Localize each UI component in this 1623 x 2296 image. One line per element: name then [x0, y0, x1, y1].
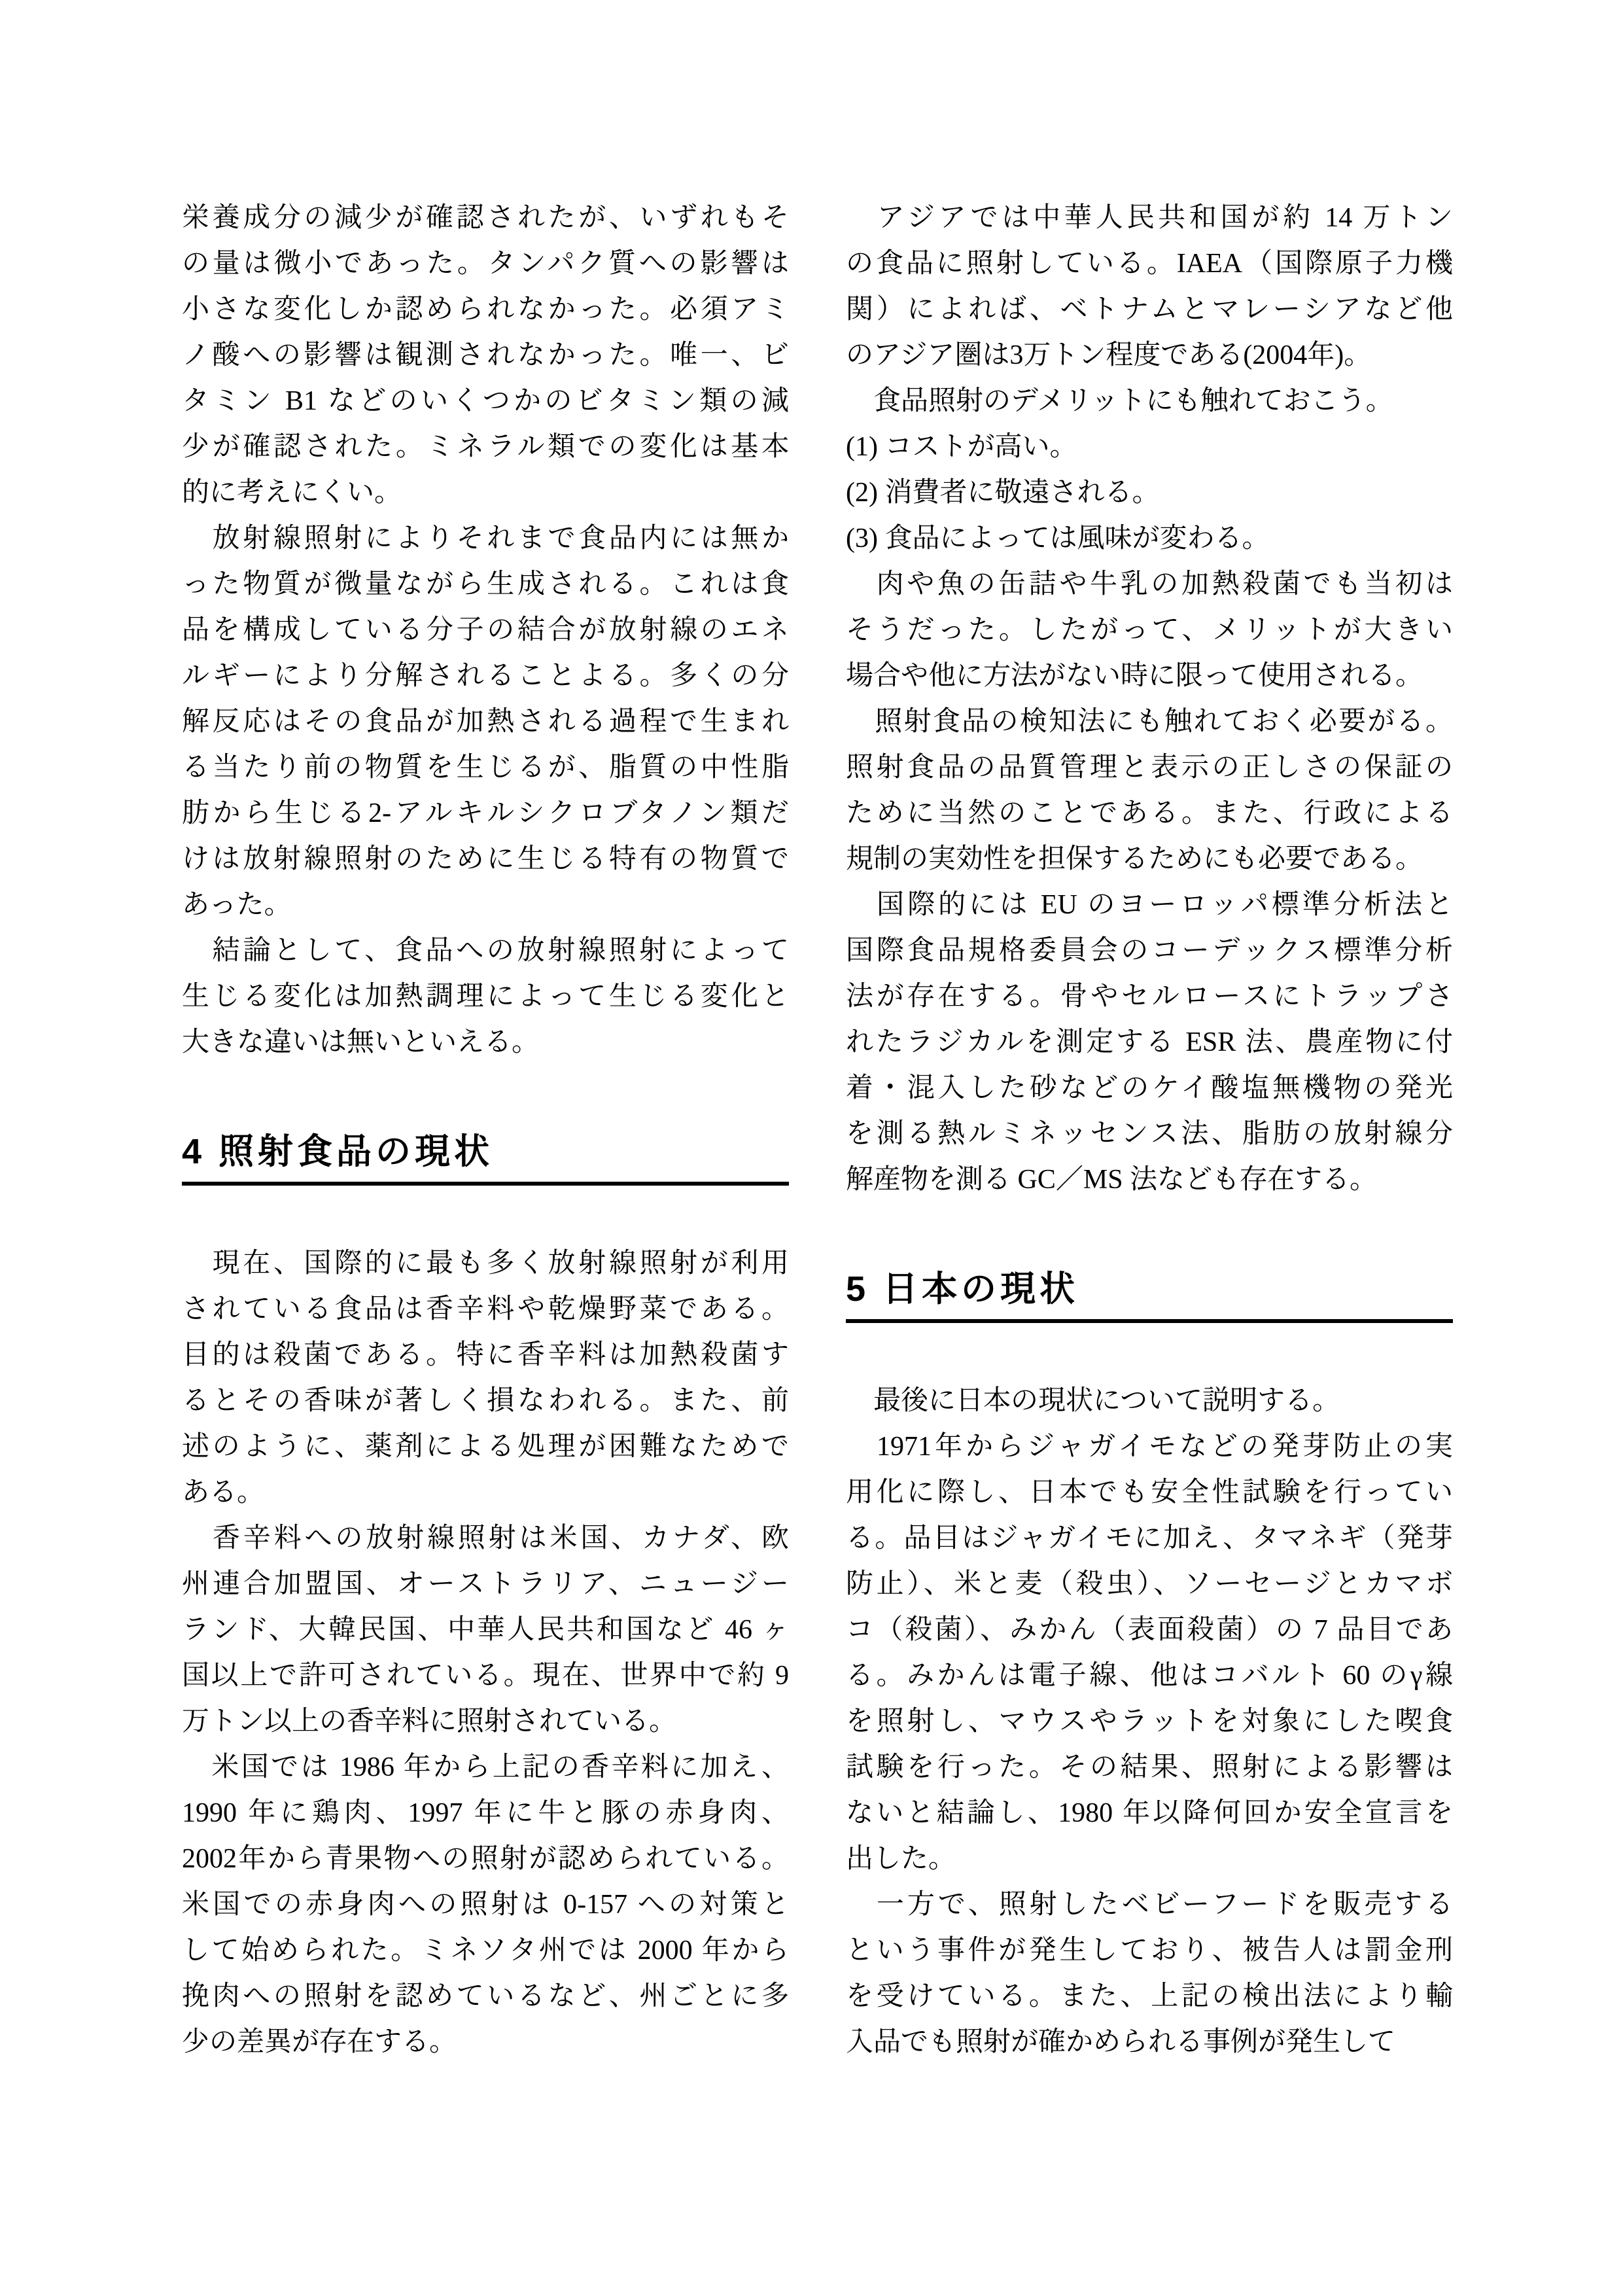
text-line: 出した。 — [846, 1844, 956, 1874]
text-line: 香辛料への放射線照射は米国、カナダ、欧 — [182, 1523, 789, 1553]
text-line: ないと結論し、1980 年以降何回か安全宣言を — [846, 1798, 1453, 1828]
text-line: のアジア圏は3万トン程度である(2004年)。 — [846, 340, 1372, 370]
text-line: 法が存在する。骨やセルロースにトラップさ — [846, 981, 1453, 1012]
text-line: 1971年からジャガイモなどの発芽防止の実 — [846, 1432, 1453, 1462]
section-heading-5 — [846, 1268, 1453, 1323]
text-line: る当たり前の物質を生じるが、脂質の中性脂 — [182, 752, 789, 783]
text-line: れたラジカルを測定する ESR 法、農産物に付 — [846, 1027, 1453, 1057]
text-line: して始められた。ミネソタ州では 2000 年から — [182, 1935, 789, 1966]
text-line: 結論として、食品への放射線照射によって — [182, 936, 789, 966]
text-line: あった。 — [182, 890, 292, 920]
text-line: 照射食品の品質管理と表示の正しさの保証の — [846, 752, 1453, 783]
text-line: されている食品は香辛料や乾燥野菜である。 — [182, 1294, 789, 1324]
text-line: 食品照射のデメリットにも触れておこう。 — [846, 386, 1393, 416]
text-line: 大きな違いは無いといえる。 — [182, 1027, 540, 1057]
text-line: 一方で、照射したベビーフードを販売する — [846, 1890, 1453, 1920]
text-line: 関）によれば、ベトナムとマレーシアなど他 — [846, 294, 1453, 325]
text-line: を受けている。また、上記の検出法により輸 — [846, 1981, 1453, 2011]
text-line: るとその香味が著しく損なわれる。また、前 — [182, 1386, 789, 1416]
text-line: ノ酸への影響は観測されなかった。唯一、ビ — [182, 340, 789, 370]
text-line: けは放射線照射のために生じる特有の物質で — [182, 844, 789, 874]
section-number: 5 — [846, 1269, 866, 1309]
text-line: アジアでは中華人民共和国が約 14 万トン — [846, 203, 1453, 233]
text-line: 解産物を測る GC／MS 法なども存在する。 — [846, 1165, 1378, 1195]
text-line: を測る熱ルミネッセンス法、脂肪の放射線分 — [846, 1119, 1453, 1149]
text-line: 照射食品の検知法にも触れておく必要がる。 — [846, 707, 1453, 737]
text-line: ルギーにより分解されることよる。多くの分 — [182, 661, 789, 691]
text-line: 肪から生じる2-アルキルシクロブタノン類だ — [182, 798, 789, 828]
text-line: 放射線照射によりそれまで食品内には無か — [182, 523, 789, 554]
section-title: 日本の現状 — [882, 1269, 1079, 1309]
text-line: 挽肉への照射を認めているなど、州ごとに多 — [182, 1981, 789, 2011]
text-line: 場合や他に方法がない時に限って使用される。 — [846, 661, 1423, 691]
text-line: 生じる変化は加熱調理によって生じる変化と — [182, 981, 789, 1012]
text-line: ために当然のことである。また、行政による — [846, 798, 1453, 828]
text-line: 述のように、薬剤による処理が困難なためで — [182, 1432, 789, 1462]
text-line: 米国では 1986 年から上記の香辛料に加え、 — [182, 1752, 789, 1782]
section-title: 照射食品の現状 — [218, 1132, 494, 1171]
text-line: 州連合加盟国、オーストラリア、ニュージー — [182, 1569, 789, 1599]
text-line: 国以上で許可されている。現在、世界中で約 9 — [182, 1661, 789, 1691]
text-line: 最後に日本の現状について説明する。 — [846, 1386, 1340, 1416]
text-line: 2002年から青果物への照射が認められている。 — [182, 1844, 789, 1874]
text-line: 用化に際し、日本でも安全性試験を行ってい — [846, 1477, 1453, 1508]
text-line: 栄養成分の減少が確認されたが、いずれもそ — [182, 203, 789, 233]
text-line: 少の差異が存在する。 — [182, 2027, 457, 2057]
text-line: 防止）、米と麦（殺虫）、ソーセージとカマボ — [846, 1569, 1453, 1599]
text-line: った物質が微量ながら生成される。これは食 — [182, 569, 789, 599]
text-line: という事件が発生しており、被告人は罰金刑 — [846, 1935, 1453, 1966]
text-line: 着・混入した砂などのケイ酸塩無機物の発光 — [846, 1073, 1453, 1103]
text-line: (1) コストが高い。 — [846, 432, 1077, 462]
text-line: る。みかんは電子線、他はコバルト 60 のγ線 — [846, 1661, 1453, 1691]
text-line: そうだった。したがって、メリットが大きい — [846, 615, 1453, 645]
text-line: 国際食品規格委員会のコーデックス標準分析 — [846, 936, 1453, 966]
text-line: る。品目はジャガイモに加え、タマネギ（発芽 — [846, 1523, 1453, 1553]
text-line: 米国での赤身肉への照射は 0-157 への対策と — [182, 1890, 789, 1920]
section-number: 4 — [182, 1132, 202, 1171]
section-heading-4 — [182, 1131, 789, 1186]
text-line: 現在、国際的に最も多く放射線照射が利用 — [182, 1248, 789, 1279]
text-line: (3) 食品によっては風味が変わる。 — [846, 523, 1270, 554]
text-line: ランド、大韓民国、中華人民共和国など 46 ヶ — [182, 1615, 789, 1645]
text-line: 品を構成している分子の結合が放射線のエネ — [182, 615, 789, 645]
text-line: ある。 — [182, 1477, 265, 1508]
text-line: の食品に照射している。IAEA（国際原子力機 — [846, 249, 1453, 279]
right-column — [846, 195, 1453, 2065]
text-line: を照射し、マウスやラットを対象にした喫食 — [846, 1706, 1453, 1737]
text-line: 解反応はその食品が加熱される過程で生まれ — [182, 707, 789, 737]
text-line: コ（殺菌）、みかん（表面殺菌）の 7 品目であ — [846, 1615, 1453, 1645]
text-line: 的に考えにくい。 — [182, 478, 402, 508]
text-line: 入品でも照射が確かめられる事例が発生して — [846, 2027, 1396, 2057]
left-column — [182, 195, 789, 2065]
text-line: 万トン以上の香辛料に照射されている。 — [182, 1706, 677, 1737]
text-line: 規制の実効性を担保するためにも必要である。 — [846, 844, 1423, 874]
text-line: の量は微小であった。タンパク質への影響は — [182, 249, 789, 279]
text-line: 肉や魚の缶詰や牛乳の加熱殺菌でも当初は — [846, 569, 1453, 599]
text-line: (2) 消費者に敬遠される。 — [846, 478, 1160, 508]
text-line: 小さな変化しか認められなかった。必須アミ — [182, 294, 789, 325]
text-line: 少が確認された。ミネラル類での変化は基本 — [182, 432, 789, 462]
text-line: 試験を行った。その結果、照射による影響は — [846, 1752, 1453, 1782]
text-line: 目的は殺菌である。特に香辛料は加熱殺菌す — [182, 1340, 789, 1370]
text-line: 国際的には EU のヨーロッパ標準分析法と — [846, 890, 1453, 920]
two-column-layout — [182, 195, 1453, 2065]
text-line: 1990 年に鶏肉、1997 年に牛と豚の赤身肉、 — [182, 1798, 789, 1828]
text-line: タミン B1 などのいくつかのビタミン類の減 — [182, 386, 789, 416]
